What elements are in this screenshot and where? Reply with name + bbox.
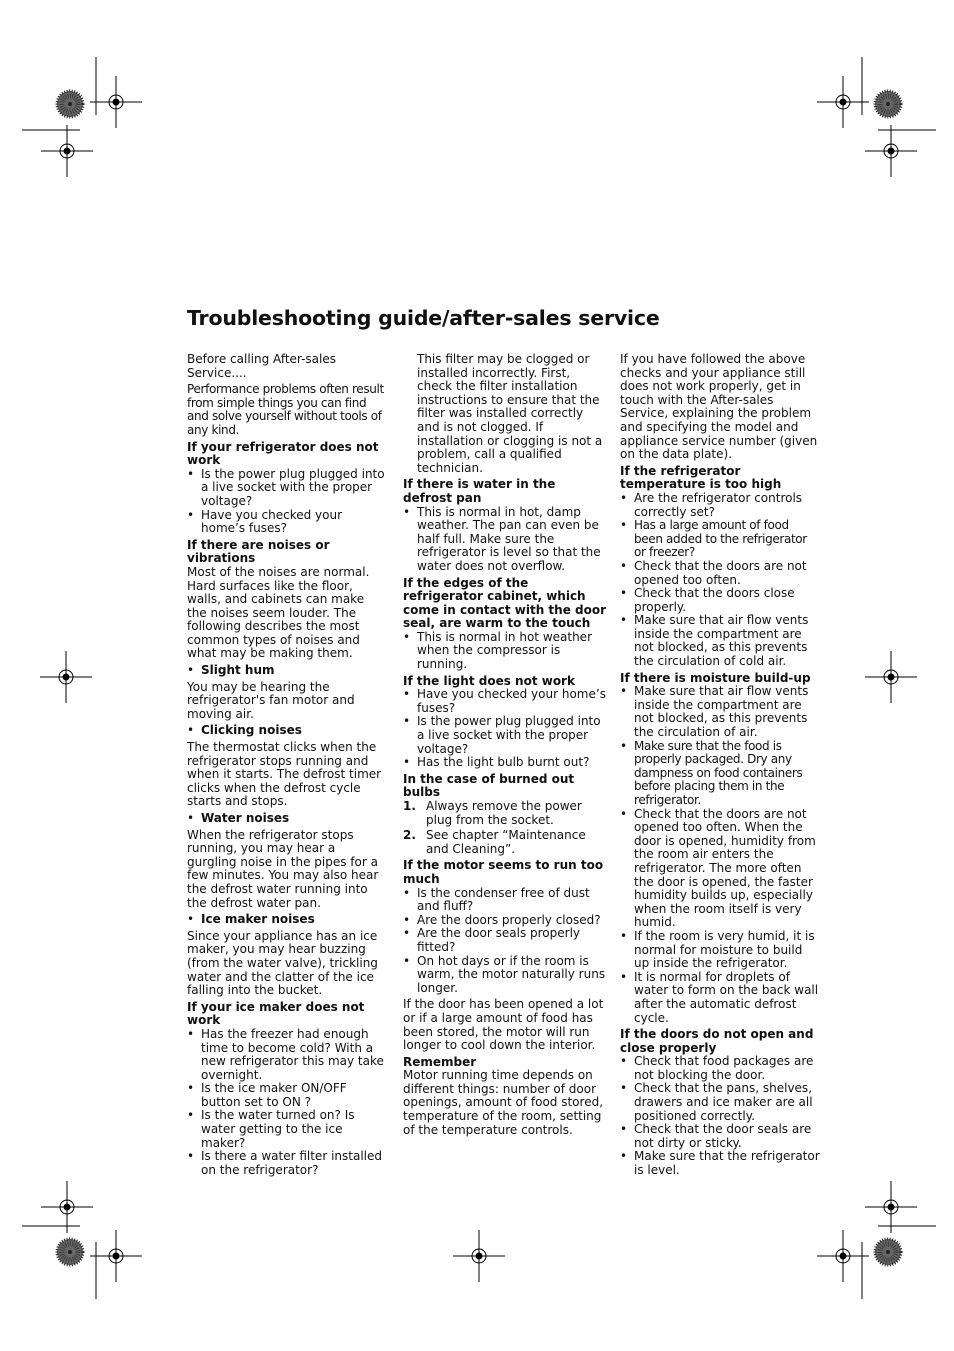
- column-1: [187, 353, 387, 1180]
- list-item: • Check that food packages are not blocking the door.: [620, 1055, 820, 1082]
- heading-edges-warm: If the edges of the refrigerator cabinet, which come in contact with the door seal, are warm to the touch: [403, 575, 607, 631]
- list-item: • Is the power plug plugged into a live socket with the proper voltage?: [403, 715, 607, 756]
- column-2: [403, 353, 607, 1140]
- list-item: • Have you checked your home’s fuses?: [187, 509, 387, 536]
- list-item: • If the room is very humid, it is normal for moisture to build up inside the refrigerator.: [620, 930, 820, 971]
- not-working-list: [187, 468, 387, 536]
- bulbs-steps: [403, 800, 607, 856]
- list-item: • Check that the doors are not opened too often.: [620, 560, 820, 587]
- list-item: • Are the refrigerator controls correctly set?: [620, 492, 820, 519]
- edges-list: [403, 631, 607, 672]
- door-paragraph: If the door has been opened a lot or if a large amount of food has been stored, the motor will run longer to cool down the interior.: [403, 997, 604, 1053]
- list-item: • Check that the doors close properly.: [620, 587, 820, 614]
- heading-remember: Remember: [403, 1054, 477, 1069]
- remember-paragraph: Motor running time depends on different things: number of door openings, amount of food stored, temperature of the room, setting of the temperature controls.: [403, 1068, 604, 1137]
- list-item: • Has the light bulb burnt out?: [403, 756, 607, 770]
- heading-motor: If the motor seems to run too much: [403, 858, 604, 886]
- list-item: • Make sure that the refrigerator is level.: [620, 1150, 820, 1177]
- heading-doors: If the doors do not open and close properly: [620, 1027, 814, 1055]
- hum-paragraph: You may be hearing the refrigerator's fan motor and moving air.: [187, 679, 355, 721]
- ice-paragraph: Since your appliance has an ice maker, you may hear buzzing (from the water valve), trickling water and the clatter of the ice falling into the bucket.: [187, 928, 378, 998]
- list-item: • This is normal in hot, damp weather. The pan can even be half full. Make sure the refrigerator is level so that the water does not overflow.: [403, 506, 607, 574]
- heading-burned-bulbs: In the case of burned out bulbs: [403, 771, 575, 800]
- heading-ice-maker: If your ice maker does not work: [187, 999, 365, 1028]
- light-list: [403, 688, 607, 770]
- step-number: 1.: [403, 799, 416, 813]
- doors-list: [620, 1055, 820, 1177]
- intro-text: Before calling After-sales Service....: [187, 352, 336, 380]
- motor-list: [403, 887, 607, 996]
- list-item: [403, 829, 607, 856]
- list-item: • Is there a water filter installed on the refrigerator?: [187, 1150, 387, 1177]
- intro-paragraph: Performance problems often result from simple things you can find and solve yourself without tools of any kind.: [187, 382, 384, 437]
- column-3: [620, 353, 820, 1181]
- ice-maker-list: [187, 1028, 387, 1178]
- water-paragraph: When the refrigerator stops running, you may hear a gurgling noise in the pipes for a few minutes. You may also hear the defrost water running into the defrost water pan.: [187, 827, 379, 910]
- list-item: • This is normal in hot weather when the compressor is running.: [403, 631, 607, 672]
- noises-paragraph: Most of the noises are normal. Hard surfaces like the floor, walls, and cabinets can make the noises seem louder. The following describes the most common types of noises and what may be making them.: [187, 564, 370, 661]
- list-item: • Have you checked your home’s fuses?: [403, 688, 607, 715]
- moisture-list: [620, 685, 820, 1025]
- list-item: • Has the freezer had enough time to become cold? With a new refrigerator this may take overnight.: [187, 1028, 387, 1082]
- subheading-clicking: • Clicking noises: [187, 724, 387, 738]
- click-paragraph: The thermostat clicks when the refrigerator stops running and when it starts. The defrost timer clicks when the defrost cycle starts and stops.: [187, 740, 382, 809]
- step-number: 2.: [403, 828, 416, 843]
- temperature-list: [620, 492, 820, 669]
- subheading-water-noises: • Water noises: [187, 812, 387, 826]
- list-item: • Is the condenser free of dust and fluff?: [403, 887, 607, 914]
- list-item: • Make sure that air flow vents inside the compartment are not blocked, as this prevents the circulation of cold air.: [620, 614, 820, 668]
- list-item: • Check that the door seals are not dirty or sticky.: [620, 1123, 820, 1150]
- step-text: Always remove the power plug from the socket.: [426, 799, 582, 827]
- heading-temperature: If the refrigerator temperature is too high: [620, 463, 782, 492]
- subheading-ice-maker-noises: • Ice maker noises: [187, 913, 387, 927]
- list-item: • It is normal for droplets of water to form on the back wall after the automatic defrost cycle.: [620, 971, 820, 1025]
- subheading-slight-hum: • Slight hum: [187, 664, 387, 678]
- heading-water-pan: If there is water in the defrost pan: [403, 477, 556, 505]
- heading-not-working: If your refrigerator does not work: [187, 439, 379, 468]
- list-item: • Make sure that the food is properly packaged. Dry any dampness on food containers before placing them in the refrigerator.: [620, 740, 820, 808]
- list-item: • Is the water turned on? Is water getting to the ice maker?: [187, 1109, 387, 1150]
- list-item: • Has a large amount of food been added to the refrigerator or freezer?: [620, 519, 820, 560]
- heading-noises: If there are noises or vibrations: [187, 537, 330, 566]
- filter-paragraph: This filter may be clogged or installed incorrectly. First, check the filter installation instructions to ensure that the filter was installed correctly and is not clogged. If installation or clogging is not a problem, call a qualified technician.: [417, 352, 603, 475]
- page-title: Troubleshooting guide/after-sales service: [187, 306, 660, 330]
- after-sales-paragraph: If you have followed the above checks and your appliance still does not work properly, get in touch with the After-sales Service, explaining the problem and specifying the model and appliance service number (given on the data plate).: [620, 352, 818, 462]
- list-item: • Is the ice maker ON/OFF button set to ON ?: [187, 1082, 387, 1109]
- list-item: • Is the power plug plugged into a live socket with the proper voltage?: [187, 468, 387, 509]
- list-item: [403, 800, 607, 827]
- list-item: • Are the doors properly closed?: [403, 914, 607, 928]
- list-item: • Check that the doors are not opened too often. When the door is opened, humidity from the room air enters the refrigerator. The more often the door is opened, the faster humidity builds up, especially when the room itself is very humid.: [620, 808, 820, 930]
- water-pan-list: [403, 506, 607, 574]
- list-item: • Are the door seals properly fitted?: [403, 927, 607, 954]
- heading-moisture: If there is moisture build-up: [620, 670, 811, 685]
- list-item: • Check that the pans, shelves, drawers and ice maker are all positioned correctly.: [620, 1082, 820, 1123]
- list-item: • Make sure that air flow vents inside the compartment are not blocked, as this prevents the circulation of air.: [620, 685, 820, 739]
- step-text: See chapter “Maintenance and Cleaning”.: [426, 828, 586, 856]
- list-item: • On hot days or if the room is warm, the motor naturally runs longer.: [403, 955, 607, 996]
- heading-light: If the light does not work: [403, 673, 575, 688]
